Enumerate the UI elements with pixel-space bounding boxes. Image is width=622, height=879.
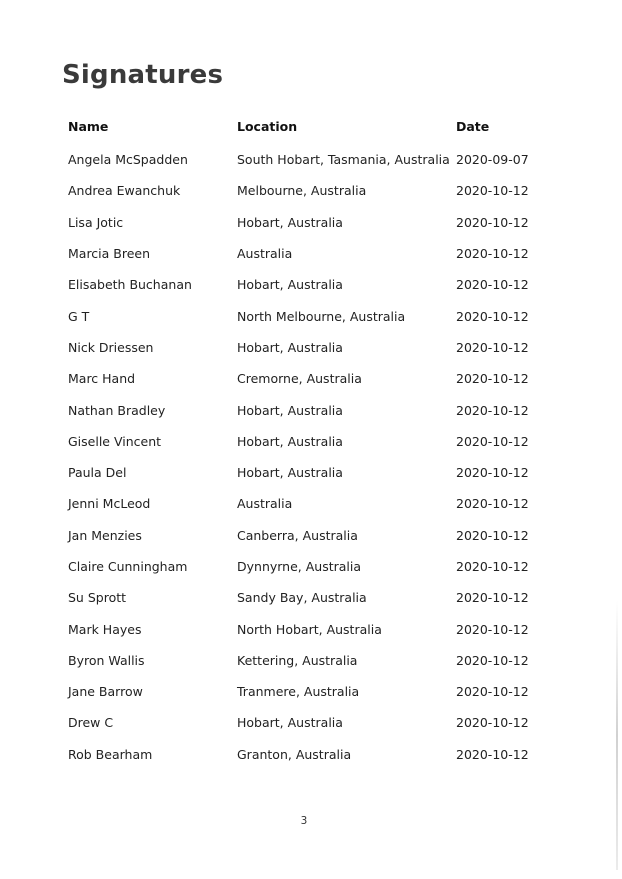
- signature-date: 2020-10-12: [456, 246, 529, 262]
- table-row: [67, 426, 547, 457]
- table-row: [67, 676, 547, 707]
- signature-date: 2020-10-12: [456, 527, 529, 543]
- signature-date: 2020-10-12: [456, 277, 529, 293]
- page-number: 3: [300, 815, 308, 827]
- table-header-row: [67, 114, 547, 138]
- table-row: [67, 613, 547, 644]
- signer-name: Jane Barrow: [68, 684, 143, 700]
- table-row: [67, 394, 547, 425]
- table-row: [67, 238, 547, 269]
- table-row: [67, 207, 547, 238]
- signature-date: 2020-10-12: [456, 715, 529, 731]
- table-row: [67, 645, 547, 676]
- signer-name: Mark Hayes: [68, 621, 142, 637]
- signer-name: Claire Cunningham: [68, 559, 188, 574]
- signer-name: Su Sprott: [68, 590, 127, 606]
- signature-date: 2020-10-12: [456, 746, 529, 762]
- signer-location: Hobart, Australia: [237, 433, 343, 449]
- signer-name: Marcia Breen: [68, 246, 151, 262]
- table-row: [67, 300, 547, 331]
- signer-location: Canberra, Australia: [237, 527, 358, 543]
- table-row: [67, 551, 547, 582]
- signer-location: Australia: [237, 246, 293, 262]
- signatures-table: [67, 114, 547, 770]
- signer-name: Paula Del: [68, 465, 127, 481]
- signer-location: Cremorne, Australia: [237, 371, 362, 387]
- signer-name: Rob Bearham: [68, 746, 153, 762]
- signer-name: Marc Hand: [68, 371, 136, 387]
- table-row: [67, 520, 547, 551]
- signature-date: 2020-10-12: [456, 652, 529, 668]
- page-edge-shadow: [616, 600, 618, 870]
- signer-location: Hobart, Australia: [237, 339, 343, 355]
- signer-location: South Hobart, Tasmania, Australia: [237, 152, 450, 168]
- signature-date: 2020-10-12: [456, 402, 529, 418]
- signature-date: 2020-10-12: [456, 339, 529, 355]
- signer-location: Kettering, Australia: [237, 652, 358, 668]
- signer-name: Jan Menzies: [68, 527, 142, 543]
- signer-location: Tranmere, Australia: [237, 684, 360, 700]
- signer-name: Angela McSpadden: [68, 152, 188, 168]
- table-row: [67, 332, 547, 363]
- signature-date: 2020-10-12: [456, 496, 529, 512]
- column-header-location: Location: [237, 118, 298, 134]
- signer-location: North Hobart, Australia: [237, 621, 382, 637]
- signer-location: Hobart, Australia: [237, 402, 343, 418]
- table-row: [67, 175, 547, 206]
- signer-location: Sandy Bay, Australia: [237, 590, 367, 606]
- signer-name: Drew C: [68, 715, 114, 731]
- table-row: [67, 739, 547, 770]
- signer-name: Andrea Ewanchuk: [68, 183, 181, 199]
- signature-date: 2020-10-12: [456, 433, 529, 449]
- signature-date: 2020-10-12: [456, 684, 529, 700]
- table-row: [67, 144, 547, 175]
- signature-date: 2020-09-07: [456, 152, 529, 168]
- table-row: [67, 707, 547, 738]
- signature-date: 2020-10-12: [456, 183, 529, 199]
- signature-date: 2020-10-12: [456, 371, 529, 387]
- signer-location: Hobart, Australia: [237, 465, 343, 481]
- signature-date: 2020-10-12: [456, 214, 529, 230]
- signer-name: Lisa Jotic: [68, 214, 124, 230]
- column-header-date: Date: [456, 118, 490, 134]
- signer-name: Nick Driessen: [68, 339, 154, 355]
- signer-location: Melbourne, Australia: [237, 183, 367, 199]
- signer-location: North Melbourne, Australia: [237, 308, 406, 324]
- signer-location: Dynnyrne, Australia: [237, 559, 362, 574]
- page-title: Signatures: [62, 60, 224, 90]
- table-row: [67, 269, 547, 300]
- signature-date: 2020-10-12: [456, 621, 529, 637]
- signature-date: 2020-10-12: [456, 559, 529, 574]
- table-row: [67, 457, 547, 488]
- table-row: [67, 582, 547, 613]
- signer-location: Hobart, Australia: [237, 214, 343, 230]
- signature-date: 2020-10-12: [456, 590, 529, 606]
- table-row: [67, 488, 547, 519]
- signature-date: 2020-10-12: [456, 465, 529, 481]
- signer-name: Byron Wallis: [68, 652, 145, 668]
- signer-name: Giselle Vincent: [68, 433, 162, 449]
- signature-date: 2020-10-12: [456, 308, 529, 324]
- signer-name: Jenni McLeod: [68, 496, 151, 512]
- signer-location: Hobart, Australia: [237, 715, 343, 731]
- signer-name: G T: [68, 308, 90, 324]
- signer-name: Elisabeth Buchanan: [68, 277, 192, 293]
- column-header-name: Name: [68, 118, 109, 134]
- signer-location: Australia: [237, 496, 293, 512]
- table-row: [67, 363, 547, 394]
- signer-name: Nathan Bradley: [68, 402, 166, 418]
- signer-location: Hobart, Australia: [237, 277, 343, 293]
- signer-location: Granton, Australia: [237, 746, 352, 762]
